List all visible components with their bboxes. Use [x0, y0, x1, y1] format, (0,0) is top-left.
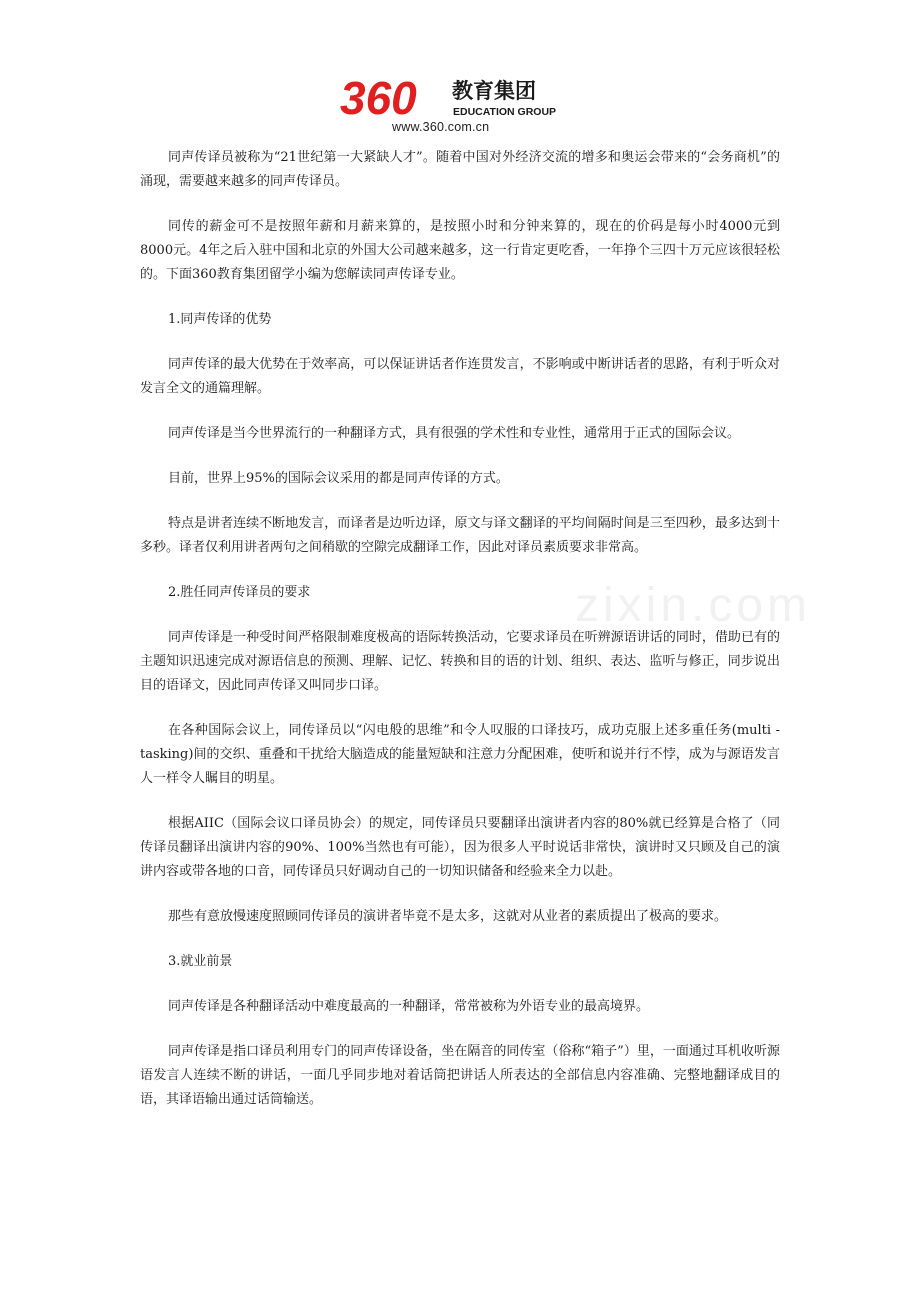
logo-graphic [340, 74, 580, 124]
paragraph: 根据AIIC（国际会议口译员协会）的规定，同传译员只要翻译出演讲者内容的80%就已经算是合格了（同传译员翻译出演讲内容的90%、100%当然也有可能），因为很多人平时说话非常快，演讲时又只顾及自己的演讲内容或带各地的口音，同传译员只好调动自己的一切知识储备和经验来全力以赴。 [140, 816, 780, 879]
section-heading: 2.胜任同声传译员的要求 [168, 585, 311, 600]
section-heading: 1.同声传译的优势 [168, 312, 272, 327]
logo-number: 360 [340, 74, 417, 124]
paragraph: 目前，世界上95%的国际会议采用的都是同声传译的方式。 [168, 471, 509, 486]
paragraph: 同声传译是一种受时间严格限制难度极高的语际转换活动，它要求译员在听辨源语讲话的同时，借助已有的主题知识迅速完成对源语信息的预测、理解、记忆、转换和目的语的计划、组织、表达、监听与修正，同步说出目的语译文，因此同声传译又叫同步口译。 [140, 630, 780, 693]
paragraph: 同声传译员被称为“21世纪第一大紧缺人才”。随着中国对外经济交流的增多和奥运会带来的“会务商机”的涌现，需要越来越多的同声传译员。 [140, 150, 780, 189]
logo-cn-text: 教育集团 [452, 79, 536, 103]
paragraph: 在各种国际会议上，同传译员以“闪电般的思维”和令人叹服的口译技巧，成功克服上述多重任务(multi -tasking)间的交织、重叠和干扰给大脑造成的能量短缺和注意力分配困难，使听和说并行不悖，成为与源语发言人一样令人瞩目的明星。 [140, 723, 780, 786]
paragraph: 那些有意放慢速度照顾同传译员的演讲者毕竟不是太多，这就对从业者的素质提出了极高的要求。 [168, 909, 728, 924]
watermark: zixin.com [575, 579, 812, 632]
section-heading: 3.就业前景 [168, 954, 233, 969]
paragraph: 同声传译是指口译员利用专门的同声传译设备，坐在隔音的同传室（俗称“箱子”）里，一面通过耳机收听源语发言人连续不断的讲话，一面几乎同步地对着话筒把讲话人所表达的全部信息内容准确、完整地翻译成目的语，其译语输出通过话筒输送。 [140, 1044, 780, 1107]
paragraph: 同声传译的最大优势在于效率高，可以保证讲话者作连贯发言，不影响或中断讲话者的思路，有利于听众对发言全文的通篇理解。 [140, 357, 780, 396]
logo-en-text: EDUCATION GROUP [453, 106, 557, 118]
article-body [140, 146, 780, 1133]
site-url: www.360.com.cn [392, 120, 490, 134]
paragraph: 同声传译是当今世界流行的一种翻译方式，具有很强的学术性和专业性，通常用于正式的国际会议。 [168, 426, 741, 441]
paragraph: 同声传译是各种翻译活动中难度最高的一种翻译，常常被称为外语专业的最高境界。 [168, 999, 650, 1014]
paragraph: 同传的薪金可不是按照年薪和月薪来算的，是按照小时和分钟来算的，现在的价码是每小时4000元到8000元。4年之后入驻中国和北京的外国大公司越来越多，这一行肯定更吃香，一年挣个三四十万元应该很轻松的。下面360教育集团留学小编为您解读同声传译专业。 [140, 219, 780, 282]
paragraph: 特点是讲者连续不断地发言，而译者是边听边译，原文与译文翻译的平均间隔时间是三至四秒，最多达到十多秒。译者仅利用讲者两句之间稍歇的空隙完成翻译工作，因此对译员素质要求非常高。 [140, 516, 780, 555]
